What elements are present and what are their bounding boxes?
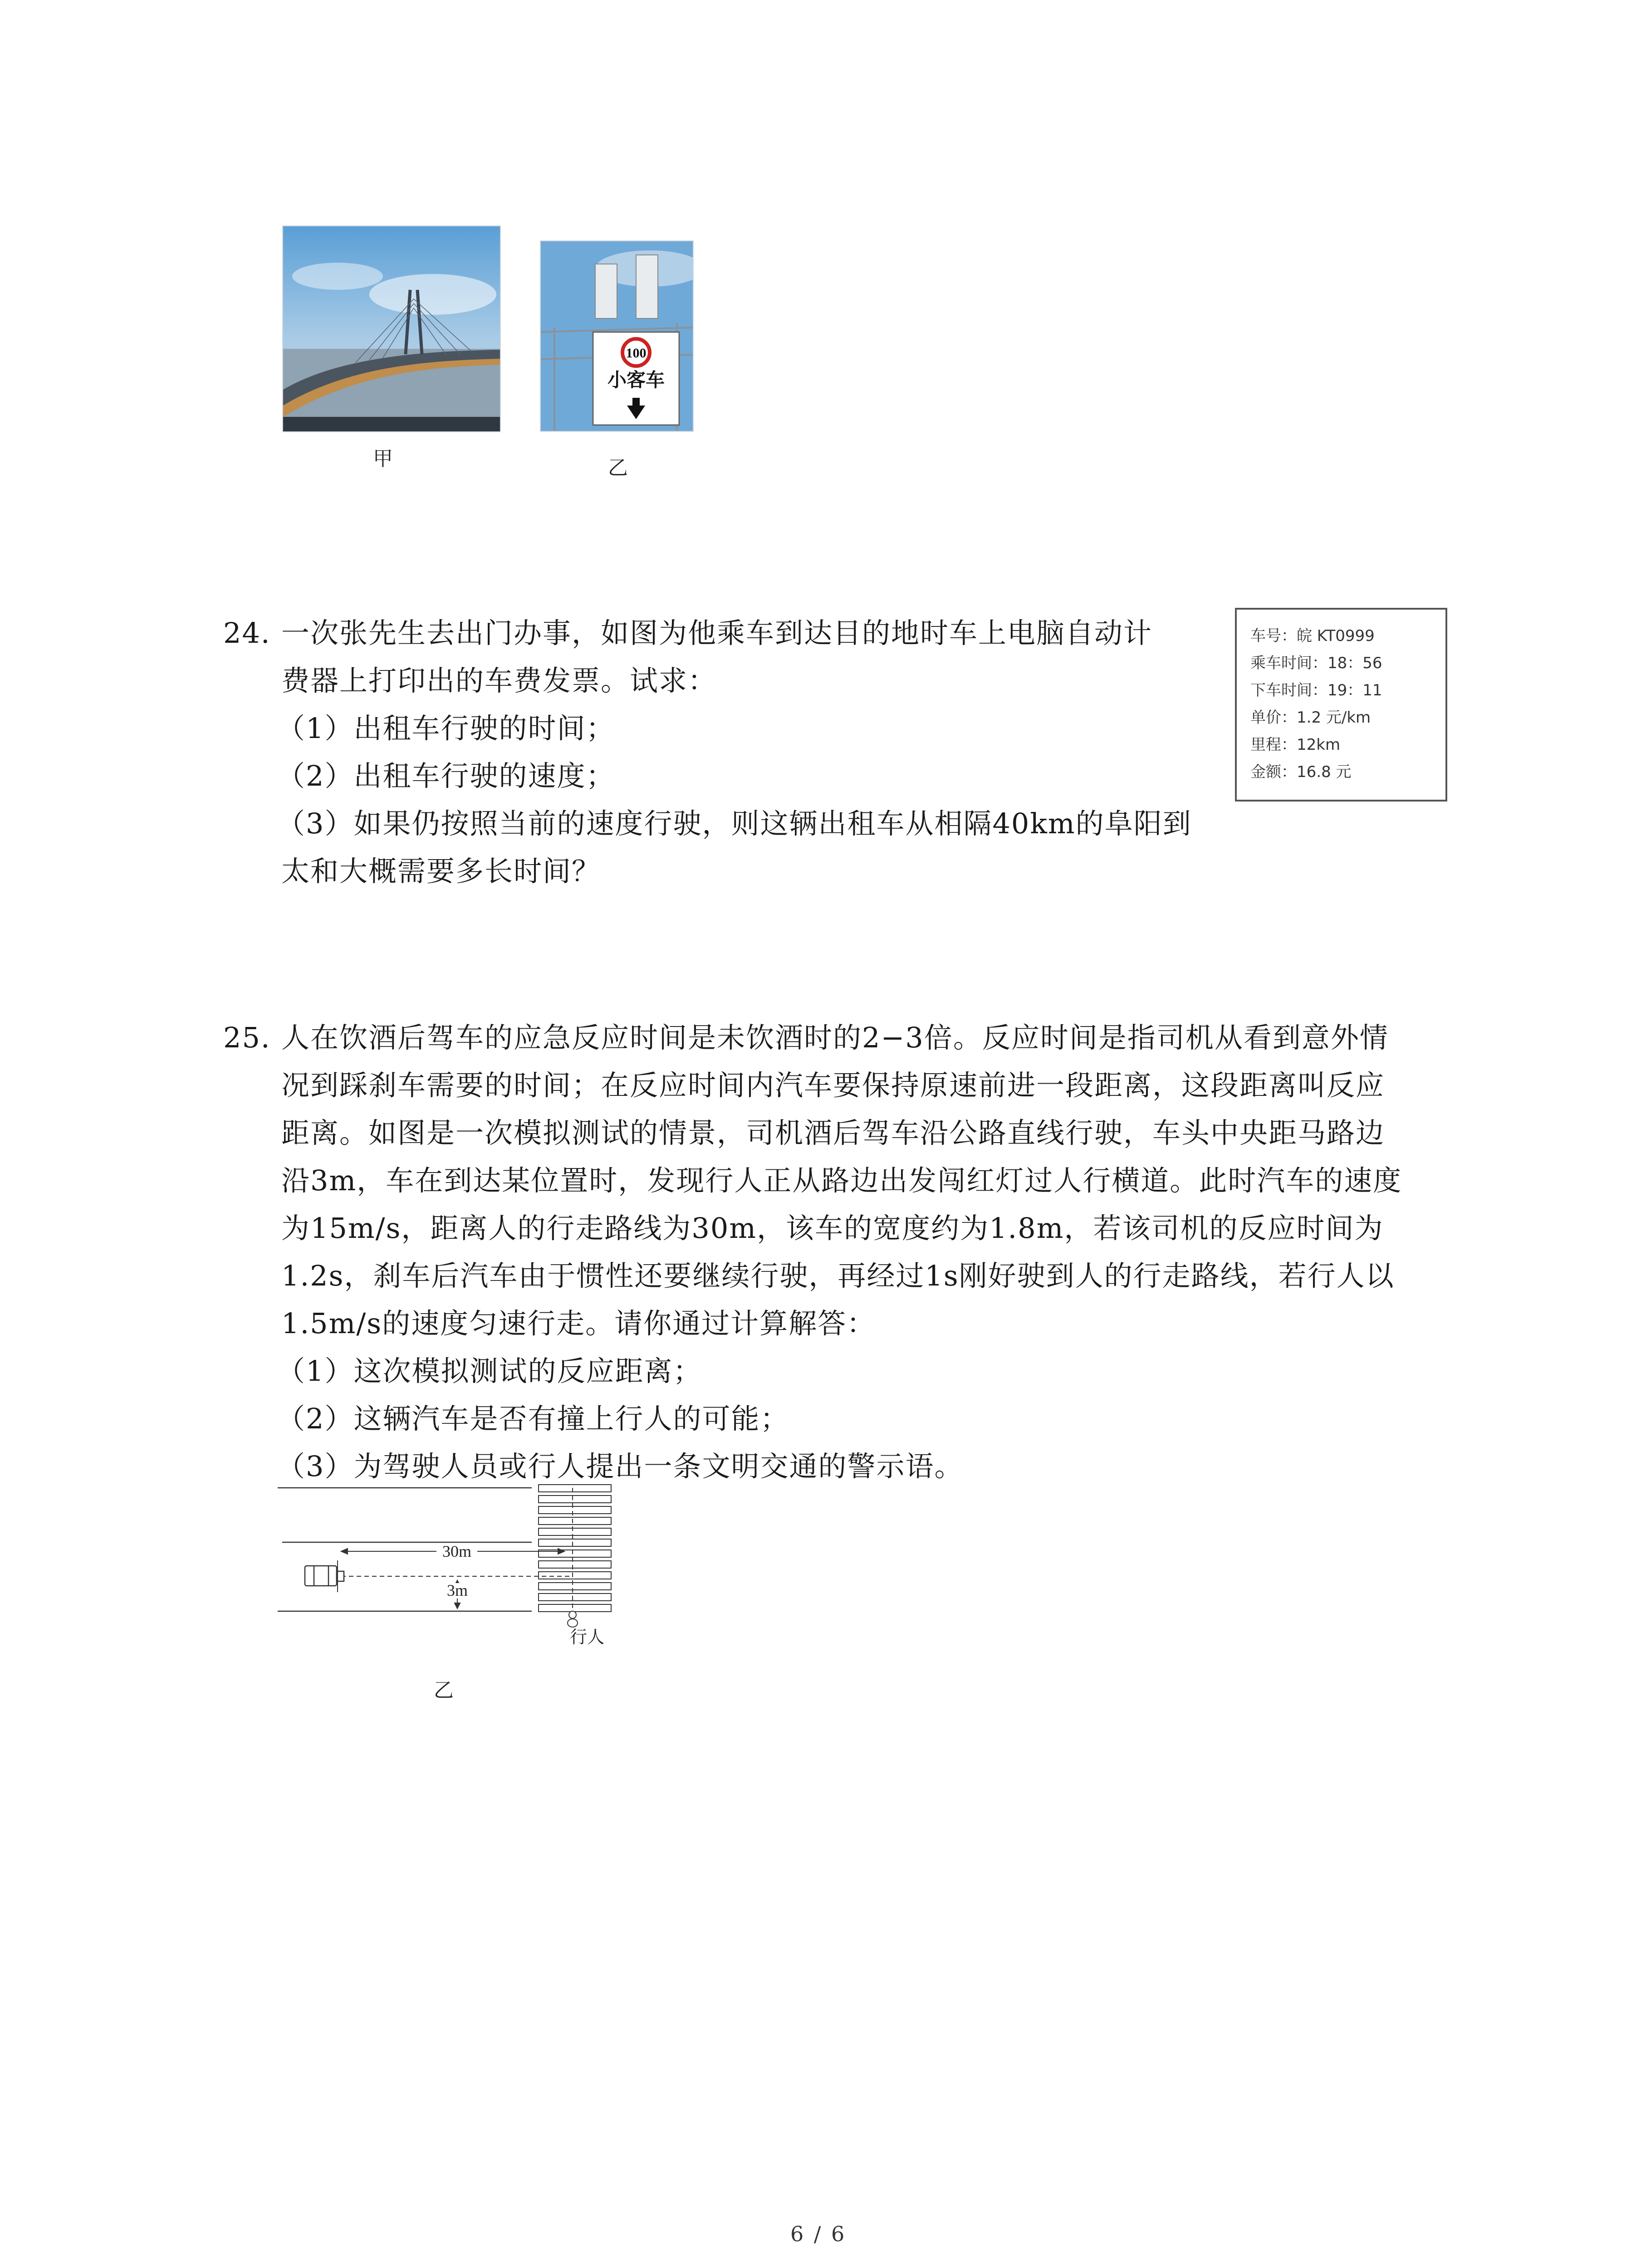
speed-limit-text: 100 [626,346,647,361]
question-text-line: 人在饮酒后驾车的应急反应时间是未饮酒时的2−3倍。反应时间是指司机从看到意外情 [281,1021,1389,1054]
question-text-line: （3）为驾驶人员或行人提出一条文明交通的警示语。 [277,1450,964,1483]
caption-yi: 乙 [608,456,628,479]
page-number: 6 / 6 [790,2222,847,2246]
receipt-alight-time: 下车时间：19：11 [1250,681,1382,699]
question-text-line: 1.5m/s的速度匀速行走。请你通过计算解答： [281,1307,876,1340]
crosswalk [539,1485,611,1612]
caption-jia: 甲 [373,447,393,470]
question-text-line: （2）出租车行驶的速度； [277,759,615,792]
diagram-caption-yi: 乙 [434,1679,454,1702]
question-number: 24. [223,616,271,650]
question-24 [223,609,1239,895]
receipt-board-time: 乘车时间：18：56 [1250,654,1382,672]
question-text-line: 1.2s，刹车后汽车由于惯性还要继续行驶，再经过1s刚好驶到人的行走路线，若行人以 [281,1259,1395,1292]
bridge-illustration [283,226,500,431]
receipt-amount: 金额：16.8 元 [1250,763,1352,781]
bridge-photo [282,225,501,432]
question-text-line: 沿3m，车在到达某位置时，发现行人正从路边出发闯红灯过人行横道。此时汽车的速度 [281,1164,1402,1197]
question-25 [223,1014,1503,1490]
taxi-receipt [1235,608,1447,802]
question-text-line: （3）如果仍按照当前的速度行驶，则这辆出租车从相隔40km的阜阳到 [277,807,1192,840]
question-text-line: （2）这辆汽车是否有撞上行人的可能； [277,1402,789,1435]
question-text-line: 距离。如图是一次模拟测试的情景，司机酒后驾车沿公路直线行驶，车头中央距马路边 [281,1116,1385,1149]
question-text-line: （1）出租车行驶的时间； [277,712,615,745]
receipt-distance: 里程：12km [1250,736,1341,754]
road-sign-photo [540,240,694,432]
road-crossing-diagram [278,1483,622,1651]
car-icon [305,1566,344,1586]
pedestrian-icon [568,1611,578,1627]
road-sign-illustration [541,241,693,431]
question-text-line: 为15m/s，距离人的行走路线为30m，该车的宽度约为1.8m，若该司机的反应时间为 [281,1212,1384,1245]
question-text-line: 太和大概需要多长时间？ [281,855,601,888]
pedestrian-label: 行人 [569,1628,605,1647]
offset-label: 3m [446,1581,468,1599]
receipt-plate: 车号：皖 KT0999 [1250,627,1375,645]
question-text-line: （1）这次模拟测试的反应距离； [277,1354,702,1388]
question-text-line: 一次张先生去出门办事，如图为他乘车到达目的地时车上电脑自动计 [281,616,1153,650]
sign-label-text: 小客车 [607,370,665,391]
receipt-unit-price: 单价：1.2 元/km [1250,709,1371,727]
question-text-line: 况到踩刹车需要的时间；在反应时间内汽车要保持原速前进一段距离，这段距离叫反应 [281,1069,1385,1102]
question-text-line: 费器上打印出的车费发票。试求： [281,664,717,697]
distance-label: 30m [442,1542,472,1560]
question-number: 25. [223,1021,271,1054]
